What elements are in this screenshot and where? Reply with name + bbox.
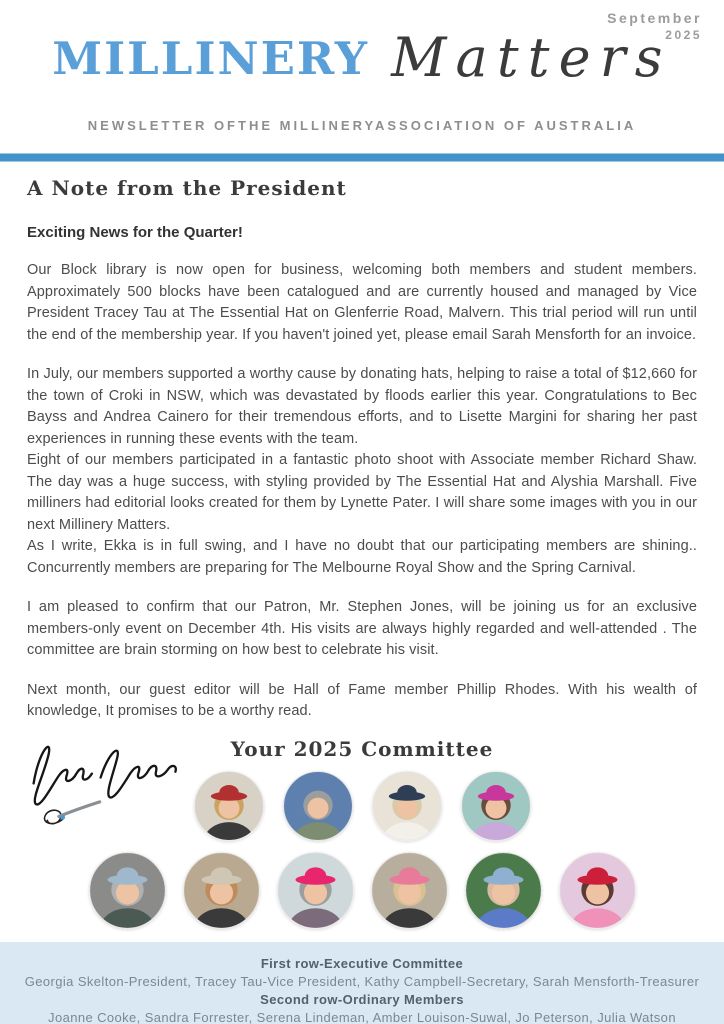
- committee-photo-sarah-mensforth: [461, 771, 531, 841]
- masthead: [0, 0, 724, 161]
- paragraph-patron-visit: I am pleased to confirm that our Patron, Mr. Stephen Jones, will be joining us for an exclusive members-only event on December 4th. His visits are always highly regarded and well-attended . The committee are brain storming on how best to celebrate his visit.: [27, 599, 697, 658]
- committee-photo-tracey-tau: [283, 771, 353, 841]
- paragraph-block-library: Our Block library is now open for business, welcoming both members and student members. Approximately 500 blocks have been catalogued and are currently housed and managed by Vice President Tracey Tau at The Essential Hat on Glenferrie Road, Malvern. This trial period will run until the end of the membership year. If you haven't joined yet, please email Sarah Mensforth for an invoice.: [27, 262, 697, 343]
- footer: [0, 942, 724, 1024]
- article: [0, 176, 724, 723]
- signature-image: [20, 727, 190, 832]
- paragraph-ekka: As I write, Ekka is in full swing, and I have no doubt that our participating members are shining.. Concurrently members are preparing for The Melbourne Royal Show and the Spring Carnival.: [27, 538, 697, 576]
- committee-photo-joanne-cooke: [89, 852, 166, 929]
- article-heading: A Note from the President: [27, 176, 347, 200]
- article-subheading: Exciting News for the Quarter!: [27, 224, 243, 241]
- committee-photo-georgia-skelton: [194, 771, 264, 841]
- footer-ordinary-title: Second row-Ordinary Members: [260, 992, 464, 1007]
- committee-section: [0, 737, 724, 929]
- issue-year: 2025: [665, 27, 702, 42]
- masthead-title: MILLINERY: [52, 32, 370, 85]
- issue-month: September: [607, 10, 702, 26]
- paragraph-croki-fundraiser: In July, our members supported a worthy cause by donating hats, helping to raise a total of $12,660 for the town of Croki in NSW, which was devastated by floods earlier this year. Congratulations to Bec Bayss and Andrea Cainero for their tremendous efforts, and to Lisette Margini for sharing her past experiences in running these events with the team.: [27, 366, 697, 447]
- paragraph-photo-shoot: Eight of our members participated in a fantastic photo shoot with Associate member Richard Shaw. The day was a huge success, with styling provided by The Essential Hat and Alyshia Marshall. Five milliners had editorial looks created for them by Lynette Pater. I will share some images with you in our next Millinery Matters.: [27, 452, 697, 533]
- footer-ordinary-names: Joanne Cooke, Sandra Forrester, Serena Lindeman, Amber Louison-Suwal, Jo Peterson, Julia Watson: [48, 1010, 676, 1024]
- committee-photo-serena-lindeman: [277, 852, 354, 929]
- committee-photo-amber-louison-suwal: [371, 852, 448, 929]
- masthead-script-title: Matters: [391, 26, 672, 89]
- committee-photo-sandra-forrester: [183, 852, 260, 929]
- needle-and-thread-icon: [44, 801, 99, 823]
- masthead-divider: [0, 154, 724, 161]
- committee-photo-julia-watson: [559, 852, 636, 929]
- masthead-subtitle: NEWSLETTER OFTHE MILLINERYASSOCIATION OF AUSTRALIA: [87, 118, 637, 133]
- committee-photo-jo-peterson: [465, 852, 542, 929]
- committee-row-ordinary: [0, 852, 724, 929]
- article-body: [27, 260, 697, 723]
- footer-exec-names: Georgia Skelton-President, Tracey Tau-Vice President, Kathy Campbell-Secretary, Sarah Mensforth-Treasurer: [24, 974, 700, 989]
- committee-photo-kathy-campbell: [372, 771, 442, 841]
- masthead-logo: [0, 24, 724, 96]
- paragraph-guest-editor: Next month, our guest editor will be Hall of Fame member Phillip Rhodes. With his wealth of knowledge, It promises to be a worthy read.: [27, 681, 697, 719]
- footer-exec-title: First row-Executive Committee: [260, 956, 464, 971]
- committee-heading: Your 2025 Committee: [230, 736, 494, 761]
